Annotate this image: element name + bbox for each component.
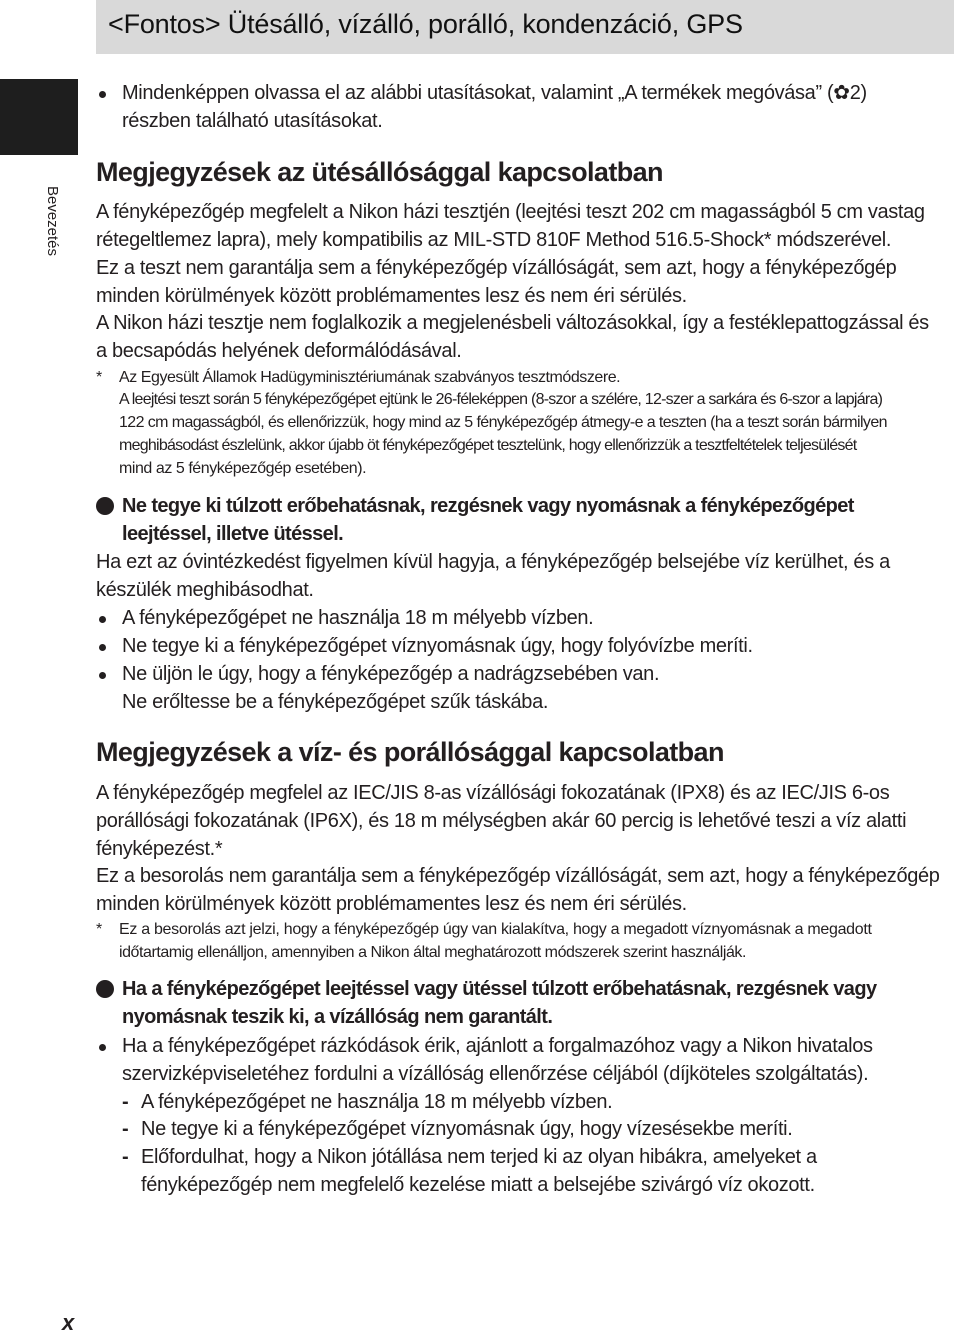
bullet-dot: [99, 616, 106, 623]
bullet-dot: [99, 1044, 106, 1051]
paragraph-line: Ez a teszt nem garantálja sem a fényképezőgép vízállóságát, sem azt, hogy a fényképezőgép: [96, 257, 897, 279]
paragraph-line: minden körülmények között problémamentes lesz és nem éri sérülés.: [96, 285, 687, 307]
sub-list-item: A fényképezőgépet ne használja 18 m mélyebb vízben.: [141, 1091, 613, 1113]
paragraph-line: A fényképezőgép megfelelt a Nikon házi tesztjén (leejtési teszt 202 cm magasságból 5 cm vastag: [96, 201, 925, 223]
sub-list-item-continuation: fényképezőgép nem megfelelő kezelése miatt a belsejébe szivárgó víz okozott.: [141, 1174, 815, 1196]
list-item: A fényképezőgépet ne használja 18 m mélyebb vízben.: [122, 607, 594, 629]
intro-line-1: [122, 79, 867, 107]
footnote-line: mind az 5 fényképezőgép esetében).: [119, 460, 367, 477]
footnote-line: Ez a besorolás azt jelzi, hogy a fényképezőgép úgy van kialakítva, hogy a megadott víznyomásnak a megadott: [119, 921, 872, 938]
paragraph-line: fényképezést.*: [96, 838, 223, 860]
reference-icon[interactable]: ✿: [833, 82, 850, 104]
list-item: Ne tegye ki a fényképezőgépet víznyomásnak úgy, hogy folyóvízbe meríti.: [122, 635, 753, 657]
footnote-line: Az Egyesült Államok Hadügyminisztériumának szabványos tesztmódszere.: [119, 369, 621, 386]
sub-item-dash: -: [122, 1091, 129, 1113]
section-heading-water-dust: Megjegyzések a víz- és porállósággal kapcsolatban: [96, 737, 724, 767]
list-item: Ha a fényképezőgépet rázkódások érik, ajánlott a forgalmazóhoz vagy a Nikon hivatalos: [122, 1035, 873, 1057]
footnote-mark: *: [96, 369, 102, 386]
chapter-side-tab[interactable]: [40, 176, 64, 266]
chapter-side-tab-label: Bevezetés: [44, 185, 61, 257]
page-title-bar: [96, 0, 954, 54]
intro-text: Mindenképpen olvassa el az alábbi utasításokat, valamint „A termékek megóvása” (: [122, 82, 834, 104]
intro-line-2: részben található utasításokat.: [122, 110, 383, 132]
page-number: x: [62, 1310, 75, 1335]
bullet-dot: [99, 672, 106, 679]
footnote-line: meghibásodást észlelünk, akkor újabb öt fényképezőgépet tesztelünk, hogy ellenőrizzük a tesztfeltételek teljesülését: [119, 437, 857, 454]
sub-list-item: Előfordulhat, hogy a Nikon jótállása nem terjed ki az olyan hibákra, amelyeket a: [141, 1146, 817, 1168]
footnote-line: A leejtési teszt során 5 fényképezőgépet ejtünk le 26-féleképpen (8-szor a szélére, 12-szer a sarkára és 6-szor a lapjára): [119, 391, 883, 408]
paragraph-line: porállósági fokozatának (IP6X), és 18 m mélységben akár 60 percig is lehetővé teszi a víz alatti: [96, 810, 907, 832]
footnote-line: 122 cm magasságból, és ellenőrizzük, hogy mind az 5 fényképezőgép átmegy-e a teszten (ha a teszt során bármilyen: [119, 414, 887, 431]
list-item-continuation: Ne erőltesse be a fényképezőgépet szűk táskába.: [122, 691, 549, 713]
sub-item-dash: -: [122, 1146, 129, 1168]
footnote-line: időtartamig ellenálljon, amennyiben a Nikon által meghatározott módszerek szerint használják.: [119, 944, 746, 961]
paragraph-line: Ez a besorolás nem garantálja sem a fényképezőgép vízállóságát, sem azt, hogy a fényképezőgép: [96, 865, 940, 887]
bullet-dot: [99, 644, 106, 651]
paragraph-line: Ha ezt az óvintézkedést figyelmen kívül hagyja, a fényképezőgép belsejébe víz kerülhet, és a: [96, 551, 890, 573]
paragraph-line: A fényképezőgép megfelel az IEC/JIS 8-as vízállósági fokozatának (IPX8) és az IEC/JIS 6-os: [96, 782, 890, 804]
warning-heading: leejtéssel, illetve ütéssel.: [122, 523, 344, 545]
paragraph-line: minden körülmények között problémamentes lesz és nem éri sérülés.: [96, 893, 687, 915]
paragraph-line: rétegeltlemez lapra), mely kompatibilis az MIL-STD 810F Method 516.5-Shock* módszerével.: [96, 229, 892, 251]
warning-heading: Ha a fényképezőgépet leejtéssel vagy ütéssel túlzott erőbehatásnak, rezgésnek vagy: [122, 978, 877, 1000]
page-title: <Fontos> Ütésálló, vízálló, porálló, kondenzáció, GPS: [108, 9, 743, 39]
warning-icon: [96, 497, 114, 515]
paragraph-line: a becsapódás helyének deformálódásával.: [96, 340, 462, 362]
section-heading-shock: Megjegyzések az ütésállósággal kapcsolatban: [96, 157, 663, 187]
sub-item-dash: -: [122, 1118, 129, 1140]
paragraph-line: készülék meghibásodhat.: [96, 579, 314, 601]
list-item-continuation: szervizképviseletéhez fordulni a vízállóság ellenőrzése céljából (díjköteles szolgáltatás).: [122, 1063, 869, 1085]
sub-list-item: Ne tegye ki a fényképezőgépet víznyomásnak úgy, hogy vízesésekbe meríti.: [141, 1118, 793, 1140]
paragraph-line: A Nikon házi tesztje nem foglalkozik a megjelenésbeli változásokkal, így a festéklepattogzással és: [96, 312, 929, 334]
warning-icon: [96, 980, 114, 998]
warning-heading: Ne tegye ki túlzott erőbehatásnak, rezgésnek vagy nyomásnak a fényképezőgépet: [122, 495, 854, 517]
footnote-mark: *: [96, 921, 102, 938]
warning-heading: nyomásnak teszik ki, a vízállóság nem garantált.: [122, 1006, 553, 1028]
list-item: Ne üljön le úgy, hogy a fényképezőgép a nadrágzsebében van.: [122, 663, 660, 685]
chapter-marker-block: [0, 79, 78, 155]
reference-page[interactable]: 2): [849, 82, 867, 104]
bullet-dot: [99, 91, 106, 98]
